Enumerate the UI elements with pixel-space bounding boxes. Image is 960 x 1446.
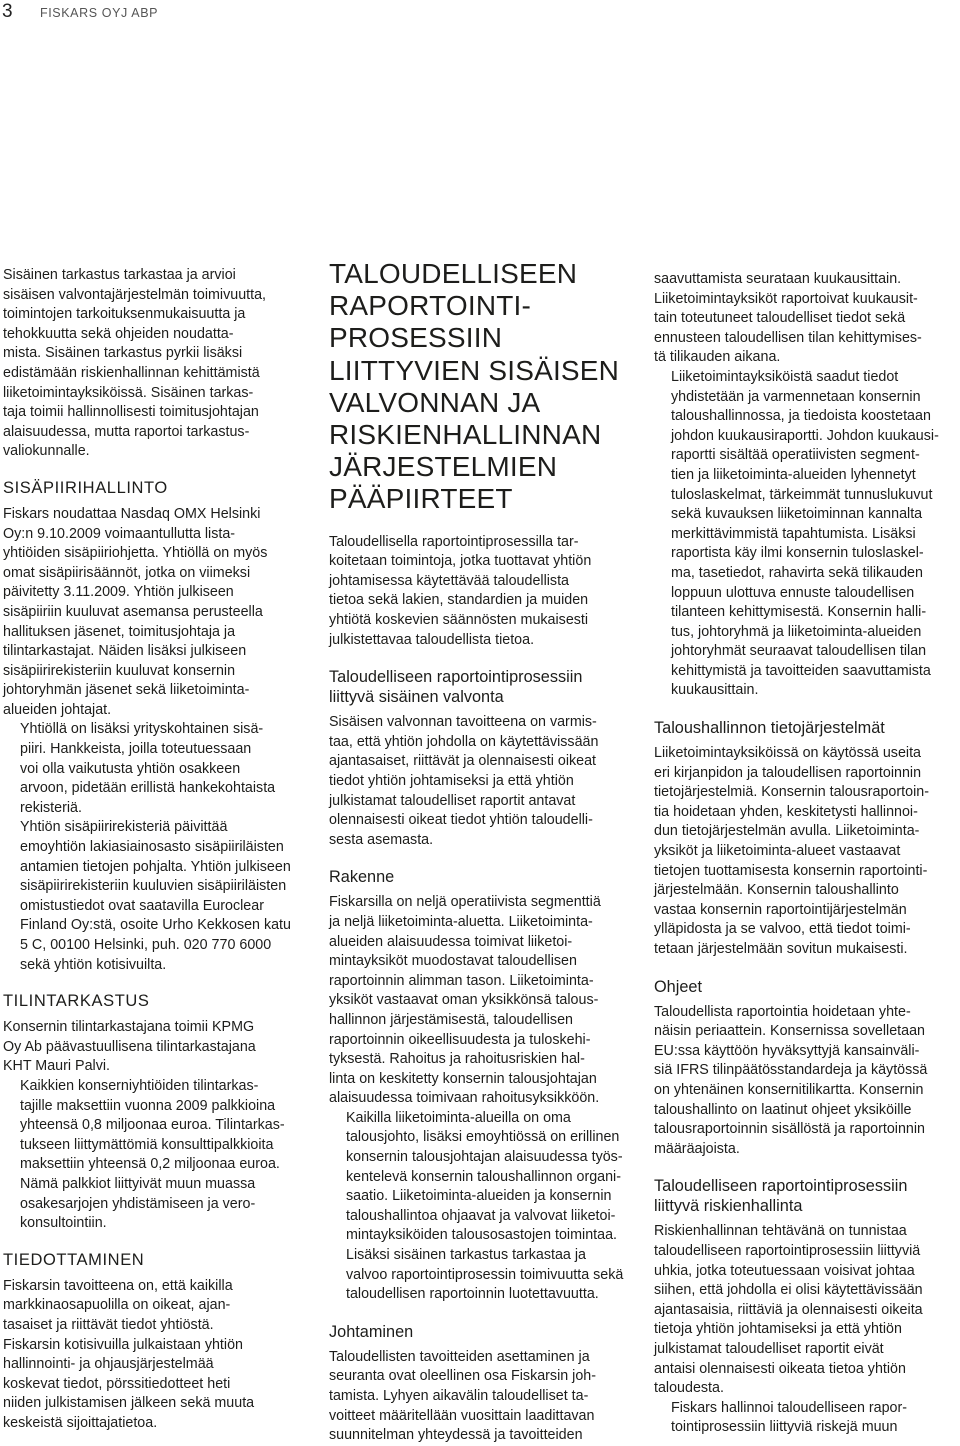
text-line: valvoo raportointiprosessin toimivuutta sekä: [346, 1266, 624, 1283]
text-line: raportoinnin oikeellisuudesta ja tuloskehi-: [329, 1031, 591, 1048]
column-2: [329, 258, 635, 1446]
text-line: Yhtiöllä on lisäksi yrityskohtainen sisä-: [20, 721, 264, 738]
text-line: Fiskars hallinnoi taloudelliseen rapor-: [671, 1399, 908, 1416]
text-line: konsultointiin.: [20, 1215, 107, 1232]
text-line: saavuttamista seurataan kuukausittain.: [654, 271, 902, 287]
text-line: ajantasaisia, riittäviä ja olennaisesti oikeita: [654, 1301, 923, 1318]
text-line: tia hoidetaan yhden, keskitetysti hallinnoi-: [654, 803, 918, 820]
text-line: julkistettavaa taloudellista tietoa.: [329, 631, 535, 648]
text-line: yhdistetään ja varmennetaan konsernin: [671, 388, 921, 405]
text-line: raportti sisältää operatiivisten segment-: [671, 447, 920, 464]
col3-s2-paragraph-1: [654, 1003, 956, 1160]
text-line: näisin periaattein. Konsernissa sovelletaan: [654, 1023, 926, 1040]
text-line: tehokkuutta sekä ohjeiden noudatta-: [3, 325, 234, 342]
col1-s1-paragraph-2: [3, 720, 295, 818]
text-line: suunnitelman yhteydessä ja tavoitteiden: [329, 1427, 583, 1444]
text-line: Taloudellisella raportointiprosessilla tar-: [329, 533, 579, 550]
text-line: tointiprosessiin liittyviä riskejä muun: [671, 1419, 898, 1436]
text-line: kuukausittain.: [671, 682, 759, 699]
text-line: KHT Mauri Palvi.: [3, 1058, 110, 1075]
text-line: siihen, että johdolla ei olisi käytettävissään: [654, 1282, 923, 1299]
text-line: kentelevä konsernin taloushallinnon organi-: [346, 1168, 621, 1185]
text-line: voi olla vaikutusta yhtiön osakkeen: [20, 760, 241, 777]
text-line: markkinaosapuolilla on oikeat, ajan-: [3, 1297, 231, 1314]
text-line: taloudellisen raportoinnin luotettavuutta.: [346, 1286, 599, 1303]
text-line: Sisäinen tarkastus tarkastaa ja arvioi: [3, 267, 236, 283]
text-line: päivitetty 3.11.2009. Yhtiön julkiseen: [3, 584, 234, 601]
text-line: yksiköt ja liiketoiminta-alueet vastaavat: [654, 843, 901, 860]
text-line: JÄRJESTELMIEN: [329, 451, 558, 483]
text-line: mintayksiköt muodostavat taloudellisen: [329, 953, 577, 970]
text-line: Liiketoimintayksiköt raportoivat kuukausit-: [654, 290, 918, 307]
text-line: osakesarjojen yhdistämiseen ja vero-: [20, 1195, 256, 1212]
text-line: tien ja liiketoiminta-alueiden lyhennetyt: [671, 466, 916, 483]
text-line: määräajoista.: [654, 1140, 740, 1157]
text-line: hallituksen jäsenet, toimitusjohtaja ja: [3, 623, 236, 640]
text-line: omistustiedot ovat saatavilla Euroclear: [20, 897, 264, 914]
text-line: Liiketoimintayksiköistä saadut tiedot: [671, 368, 899, 385]
text-line: 5 C, 00100 Helsinki, puh. 020 770 6000: [20, 937, 272, 953]
text-line: Taloudelliseen raportointiprosessiin: [329, 668, 583, 687]
heading-sisainen-valvonta: [329, 667, 635, 707]
text-line: ennusteen taloudellisen tilan kehittymises-: [654, 329, 922, 346]
col3-s3-paragraph-2: [654, 1399, 956, 1438]
text-line: yksiköt vastaavat oman yksikkönsä talous-: [329, 992, 599, 1009]
text-line: Kaikkien konserniyhtiöiden tilintarkas-: [20, 1077, 259, 1094]
col2-s2-paragraph-1: [329, 893, 635, 1109]
text-line: ylläpidosta ja se valvoo, että tiedot toimi-: [654, 921, 911, 938]
text-line: tietoja yhtiön johtamiseksi ja että yhtiön: [654, 1321, 902, 1338]
text-line: arvoon, pidetään erillistä hankekohtaista: [20, 780, 276, 797]
text-line: Taloudelliseen raportointiprosessiin: [654, 1177, 908, 1196]
text-line: Taloudellisten tavoitteiden asettaminen ja: [329, 1348, 590, 1365]
main-section-title: [329, 258, 635, 516]
text-line: antamien tietojen pohjalta. Yhtiön julkiseen: [20, 858, 291, 875]
column-1: [3, 266, 295, 1433]
text-line: tietoa sekä lakien, standardien ja muiden: [329, 592, 589, 609]
text-line: emoyhtiön lakiasiainosasto sisäpiiriläisten: [20, 839, 284, 856]
text-line: ma, tasetiedot, rahavirta sekä tilikauden: [671, 564, 923, 581]
heading-ohjeet: Ohjeet: [654, 977, 702, 996]
heading-sisapiirihallinto: SISÄPIIRIHALLINTO: [3, 478, 168, 497]
text-line: liiketoimintayksiköissä. Sisäinen tarkas-: [3, 384, 254, 401]
text-line: Taloudellista raportointia hoidetaan yhte-: [654, 1003, 911, 1020]
col2-intro-paragraph: [329, 533, 635, 651]
text-line: raportoinnin alimman tason. Liiketoiminta-: [329, 972, 594, 989]
text-line: vastaa konsernin raportointijärjestelmän: [654, 901, 907, 918]
text-line: taja toimii hallinnollisesti toimitusjohtajan: [3, 404, 259, 421]
text-line: dun tietojärjestelmän avulla. Liiketoiminta-: [654, 823, 920, 840]
text-line: piiri. Hankkeista, joilla toteutuessaan: [20, 741, 252, 758]
text-line: raportista käy ilmi konsernin tuloslaskel-: [671, 545, 924, 562]
text-line: voitteet määritellään vuosittain laadittavan: [329, 1407, 595, 1424]
text-line: taloushallinto on laatinut ohjeet yksiköille: [654, 1101, 912, 1118]
text-line: alaisuudessa toimivaan rahoitusyksikköön.: [329, 1090, 600, 1107]
text-line: sisäisen valvontajärjestelmän toimivuutta,: [3, 286, 267, 303]
text-line: talousjohto, lisäksi emoyhtiössä on erillinen: [346, 1129, 620, 1146]
text-line: johtoryhmän jäsenet sekä liiketoiminta-: [3, 682, 250, 699]
text-line: tetaan järjestelmään sovitun mukaisesti.: [654, 941, 908, 957]
col2-s3-paragraph-1: [329, 1348, 635, 1446]
text-line: VALVONNAN JA: [329, 386, 541, 418]
text-line: Liiketoimintayksiköissä on käytössä useita: [654, 745, 921, 762]
text-line: merkittävimmistä tapahtumista. Lisäksi: [671, 525, 916, 542]
text-line: sesta asemasta.: [329, 831, 434, 848]
text-line: julkistamat taloudelliset raportit antavat: [329, 792, 576, 809]
col2-s2-paragraph-2: [329, 1109, 635, 1305]
text-line: hallinnointi- ja ohjausjärjestelmää: [3, 1356, 214, 1373]
text-line: johtoryhmät seuraavat taloudellisen tilan: [671, 643, 927, 660]
text-line: PROSESSIIN: [329, 322, 503, 354]
text-line: siä IFRS tilinpäätösstandardeja ja käytössä: [654, 1062, 928, 1079]
text-line: niiden julkistamisen jälkeen sekä muuta: [3, 1395, 255, 1412]
text-line: sekä yhtiön kotisivuilta.: [20, 956, 167, 973]
text-line: Fiskarsilla on neljä operatiivista segmenttiä: [329, 894, 601, 911]
text-line: rekisteriä.: [20, 799, 82, 816]
text-line: taloudesta.: [654, 1380, 724, 1397]
text-line: uhkia, jotka toteutuessaan voisivat johtaa: [654, 1262, 915, 1279]
text-line: taloushallintoa ohjaavat ja valvovat liiketoi-: [346, 1207, 616, 1224]
text-line: Fiskarsin kotisivuilla julkaistaan yhtiön: [3, 1336, 243, 1353]
heading-johtaminen: Johtaminen: [329, 1322, 414, 1341]
col1-s1-paragraph-1: [3, 505, 295, 721]
text-line: koitetaan toimintoja, jotka tuottavat yhtiön: [329, 553, 592, 570]
col1-s2-paragraph-2: [3, 1077, 295, 1234]
col3-paragraph-2: [654, 368, 956, 701]
text-line: taloushallinnossa, ja tiedoista koostetaan: [671, 408, 931, 425]
text-line: johtamisessa käytettävää taloudellista: [329, 572, 570, 589]
text-line: EU:ssa käyttöön hyväksyttyjä kansainväli-: [654, 1042, 920, 1059]
text-line: valiokunnalle.: [3, 443, 90, 460]
page-number: 3: [2, 1, 13, 22]
page-header: [0, 0, 960, 30]
text-line: tajille maksettiin vuonna 2009 palkkioina: [20, 1097, 276, 1114]
text-line: on yhtenäinen konsernitilikartta. Konsernin: [654, 1081, 924, 1098]
heading-tiedottaminen: TIEDOTTAMINEN: [3, 1250, 145, 1269]
text-line: loppuun ulottuva ennuste taloudellisen: [671, 584, 915, 601]
text-line: koskevat tiedot, pörssitiedotteet heti: [3, 1375, 231, 1392]
text-line: yhtiötä koskevien säännösten mukaisesti: [329, 612, 589, 628]
heading-rakenne: Rakenne: [329, 868, 395, 887]
text-line: Riskienhallinnan tehtävänä on tunnistaa: [654, 1223, 907, 1240]
text-line: saatio. Liiketoiminta-alueiden ja konsernin: [346, 1188, 612, 1205]
text-line: Finland Oy:stä, osoite Urho Kekkosen katu: [20, 917, 291, 934]
text-line: RISKIENHALLINNAN: [329, 419, 602, 451]
heading-tietojarjestelmat: Taloushallinnon tietojärjestelmät: [654, 719, 885, 738]
text-line: tietojen tuottamisesta konsernin raportointi-: [654, 862, 928, 879]
col1-s2-paragraph-1: [3, 1018, 295, 1077]
text-line: ja neljä liiketoiminta-aluetta. Liiketoiminta-: [329, 913, 593, 930]
text-line: tyksestä. Rahoitus ja rahoitusriskien hal-: [329, 1051, 585, 1068]
heading-tilintarkastus: TILINTARKASTUS: [3, 992, 150, 1011]
text-line: yhtiöiden sisäpiiriohjetta. Yhtiöllä on myös: [3, 545, 268, 562]
text-line: tamista. Lyhyen aikavälin taloudelliset ta-: [329, 1388, 589, 1404]
header-title: FISKARS OYJ ABP: [40, 6, 159, 20]
text-line: alaisuudessa, mutta raportoi tarkastus-: [3, 423, 250, 440]
text-line: alueiden alaisuudessa toimivat liiketoi-: [329, 933, 573, 950]
text-line: ajantasaiset, riittävät ja olennaisesti oikeat: [329, 753, 597, 770]
col1-s1-paragraph-3: [3, 818, 295, 975]
text-line: eri kirjanpidon ja taloudellisen raportoinnin: [654, 764, 922, 781]
text-line: järjestelmään. Konsernin taloushallinto: [654, 882, 899, 899]
text-line: alueiden johtajat.: [3, 701, 112, 718]
text-line: Fiskars noudattaa Nasdaq OMX Helsinki: [3, 505, 261, 522]
text-line: TALOUDELLISEEN: [329, 258, 578, 289]
text-line: johdon kuukausiraportti. Johdon kuukausi-: [671, 427, 939, 444]
text-line: edistämään riskienhallinnan kehittämistä: [3, 364, 260, 381]
heading-riskienhallinta: [654, 1176, 956, 1216]
text-line: mista. Sisäinen tarkastus pyrkii lisäksi: [3, 345, 243, 362]
text-line: Yhtiön sisäpiirirekisteriä päivittää: [20, 819, 228, 836]
col1-s3-paragraph-1: [3, 1277, 295, 1434]
text-line: sisäpiirirekisteriin kuuluvat konsernin: [3, 662, 236, 679]
text-line: toimintojen tarkoituksenmukaisuutta ja: [3, 306, 246, 323]
text-line: Lisäksi sisäinen tarkastus tarkastaa ja: [346, 1247, 586, 1264]
text-line: Nämä palkkiot liittyivät muun muassa: [20, 1175, 256, 1192]
col3-s1-paragraph-1: [654, 744, 956, 960]
col2-s1-paragraph-1: [329, 713, 635, 850]
text-line: antaisi olennaisesti oikeata tietoa yhtiön: [654, 1360, 906, 1377]
text-line: olennaisesti oikeat tiedot yhtiön taloudelli-: [329, 812, 593, 829]
text-line: linta on keskitetty konsernin talousjohtajan: [329, 1070, 597, 1087]
text-line: tiedot yhtiön johtamiseksi ja että yhtiön: [329, 772, 574, 789]
text-line: sisäpiirirekisteriin kuuluvien sisäpiiriläisten: [20, 878, 287, 895]
text-line: tuloslaskelmat, tärkeimmät tunnuslukuvut: [671, 486, 933, 503]
text-line: Fiskarsin tavoitteena on, että kaikilla: [3, 1277, 233, 1294]
text-line: liittyvä riskienhallinta: [654, 1197, 803, 1216]
text-line: tilintarkastajat. Näiden lisäksi julkiseen: [3, 643, 247, 660]
text-line: Konsernin tilintarkastajana toimii KPMG: [3, 1019, 255, 1036]
text-line: yhteensä 0,8 miljoonaa euroa. Tilintarkas-: [20, 1117, 285, 1134]
text-line: Kaikilla liiketoiminta-alueilla on oma: [346, 1109, 571, 1126]
text-line: keskeistä sijoittajatietoa.: [3, 1414, 158, 1431]
text-line: tain toteutuneet taloudelliset tiedot sekä: [654, 310, 906, 327]
text-line: tasaiset ja riittävät tiedot yhtiöstä.: [3, 1316, 214, 1333]
text-line: mintayksiköiden talousosastojen toimintaa.: [346, 1227, 617, 1244]
col1-intro-paragraph: [3, 266, 295, 462]
text-line: tus, johtoryhmä ja liiketoiminta-alueiden: [671, 623, 922, 640]
text-line: sisäpiiriin kuuluvat asemansa perusteella: [3, 603, 263, 620]
text-line: Oy:n 9.10.2009 voimaantullutta lista-: [3, 525, 236, 542]
text-line: taa, että yhtiön johdolla on käytettävissään: [329, 733, 599, 750]
text-line: maksettiin yhteensä 0,2 miljoonaa euroa.: [20, 1156, 280, 1173]
text-line: LIITTYVIEN SISÄISEN: [329, 354, 620, 386]
col3-paragraph-1: [654, 270, 956, 368]
text-line: talousraportoinnin sisällöstä ja raportoinnin: [654, 1121, 926, 1138]
text-line: liittyvä sisäinen valvonta: [329, 688, 504, 707]
text-line: julkistamat taloudelliset raportit eivät: [654, 1340, 884, 1357]
text-line: omat sisäpiirisäännöt, jotka on viimeksi: [3, 564, 251, 581]
column-3: [654, 270, 956, 1438]
text-line: seuranta ovat oleellinen osa Fiskarsin joh-: [329, 1368, 597, 1385]
text-line: konsernin talousjohtajan alaisuudessa työs-: [346, 1149, 623, 1166]
text-line: PÄÄPIIRTEET: [329, 483, 513, 515]
text-line: hallinnon järjestämisestä, taloudellisen: [329, 1011, 573, 1028]
text-line: tietojärjestelmiä. Konsernin talousraportoin-: [654, 784, 929, 801]
text-line: taloudelliseen raportointiprosessiin liittyviä: [654, 1242, 921, 1259]
col3-s3-paragraph-1: [654, 1222, 956, 1398]
text-line: tä tilikauden aikana.: [654, 349, 781, 366]
text-line: tilanteen kehittymisestä. Konsernin halli-: [671, 604, 927, 621]
text-line: tukseen liittymättömiä konsulttipalkkioita: [20, 1136, 274, 1153]
text-line: sekä kuvauksen liiketoiminnan kannalta: [671, 506, 923, 523]
text-line: kehittymistä ja tavoitteiden saavuttamista: [671, 662, 931, 679]
text-line: RAPORTOINTI-: [329, 290, 532, 322]
text-line: Oy Ab päävastuullisena tilintarkastajana: [3, 1038, 256, 1055]
text-line: Sisäisen valvonnan tavoitteena on varmis-: [329, 714, 597, 731]
